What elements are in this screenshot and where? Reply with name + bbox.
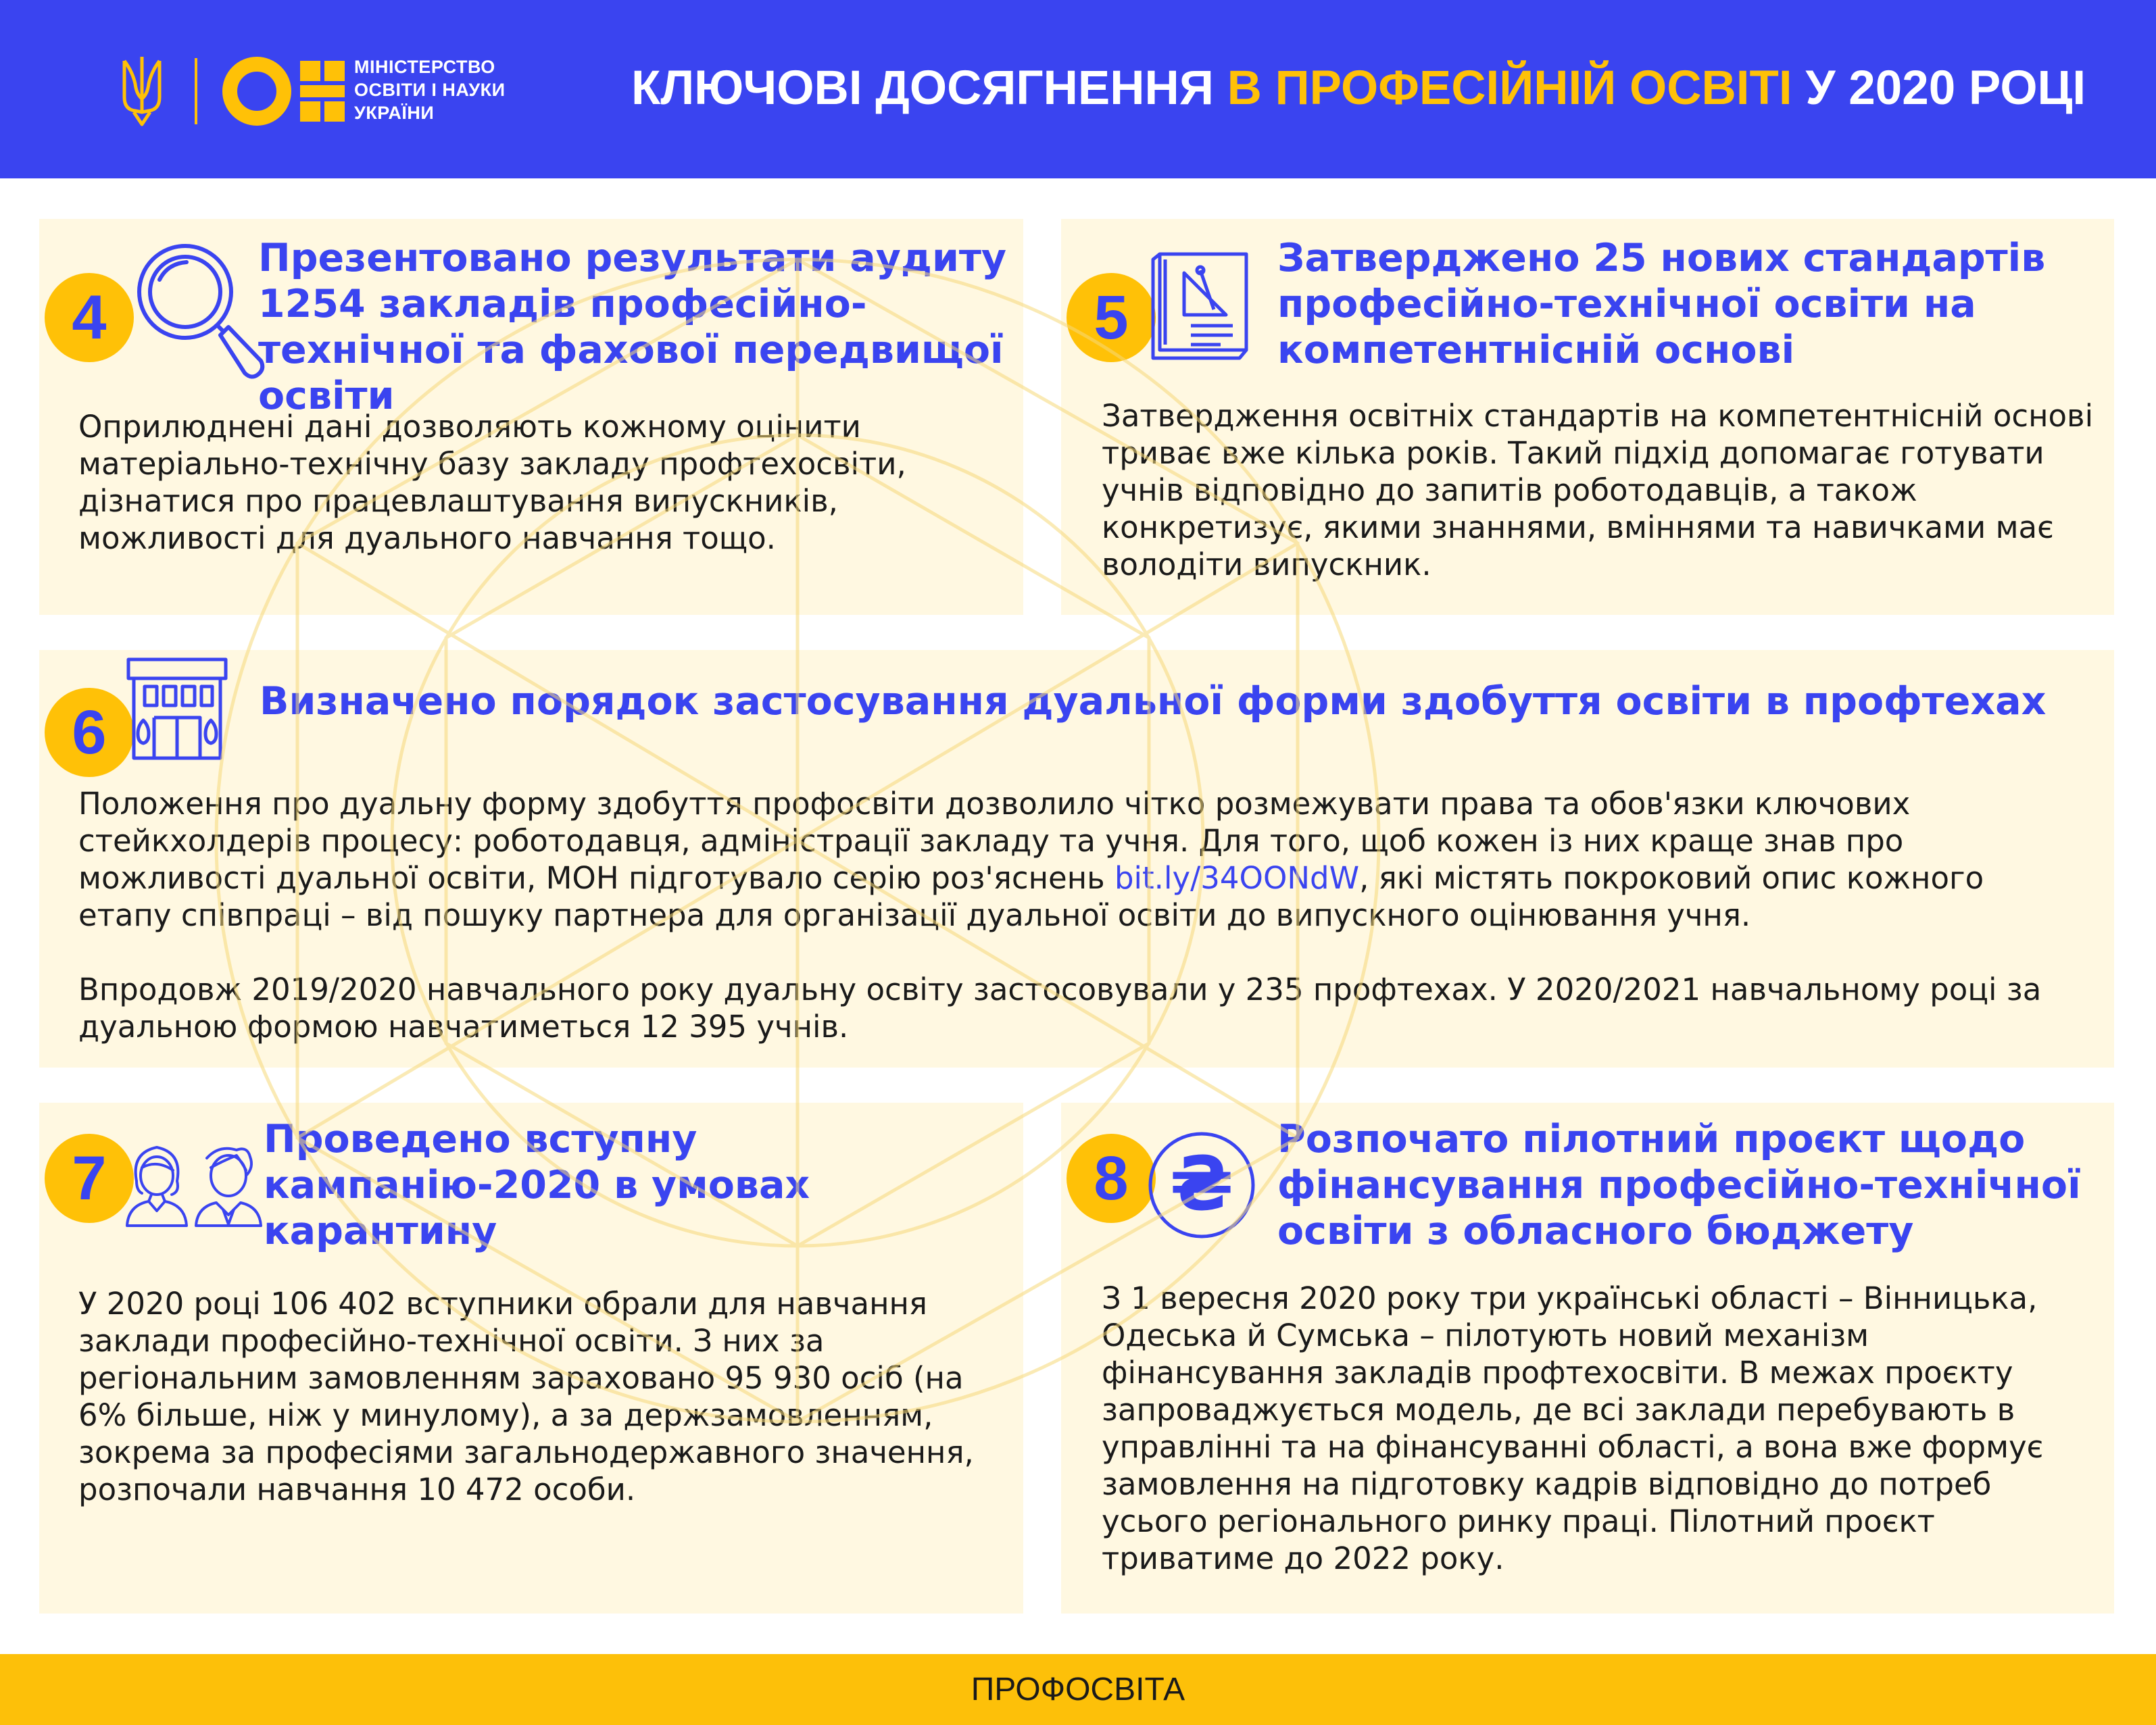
card-body-text: У 2020 році 106 402 вступники обрали для навчання заклади професійно-технічної освіти. З них за регіональним замовленням зараховано 95 930 осіб (на 6% більше, ніж у минулому), а за держзамовленням, зокрема за професіями загальнодержавного значення, розпочали навчання 10 472 особи. [78,1286,974,1507]
card-body [78,408,998,557]
card-title: Проведено вступну кампанію-2020 в умовах карантину [264,1117,810,1253]
card-body-text-start: Положення про дуальну форму здобуття профосвіти дозволило чітко розмежувати права та обов'язки ключових стейкхолдерів процесу: роботодавця, адміністрації закладу та учня. Для того, щоб кожен із них краще знав про можливості дуальної освіти, МОН підготувало серію роз'яснень [78,786,1911,896]
footer-bar [0,1654,2156,1725]
book-icon [1150,250,1252,365]
svg-text:₴: ₴ [1169,1141,1234,1227]
card-body-text [78,785,2079,934]
header-bar [0,0,2156,178]
card-title: Презентовано результати аудиту 1254 закладів професійно-технічної та фахової передвищої освіти [258,236,1007,418]
mon-logo-mark [220,54,349,128]
card-body [1102,1280,2095,1577]
logo-divider [195,58,197,124]
hryvnia-icon [1146,1130,1257,1241]
logo-text: МІНІСТЕРСТВО ОСВІТИ І НАУКИ УКРАЇНИ [354,57,506,123]
achievement-card-5 [1061,219,2114,615]
card-number: 6 [45,688,134,777]
card-number: 4 [45,273,134,362]
card-body-text-2: Впродовж 2019/2020 навчального року дуальну освіту застосовували у 235 профтехах. У 2020/2021 навчальному році за дуальною формою навчатиметься 12 395 учнів. [78,972,2042,1045]
card-body [1102,397,2095,583]
achievement-card-4 [39,219,1023,615]
page-title [631,58,2091,119]
card-body-text: Оприлюднені дані дозволяють кожному оцінити матеріально-технічну базу закладу профтехосвіти, дізнатися про працевлаштування випускників, можливості для дуального навчання тощо. [78,409,906,556]
card-body-text-end: , які містять покроковий опис кожного етапу співпраці – від пошуку партнера для організації дуальної освіти до випускного оцінювання учня. [78,860,1984,933]
card-number: 5 [1067,273,1156,362]
explanations-link[interactable]: bit.ly/34OONdW [1114,860,1360,896]
card-title: Визначено порядок застосування дуальної форми здобуття освіти в профтехах [260,679,2047,724]
magnifier-icon [132,239,268,389]
achievement-card-8 [1061,1103,2114,1614]
card-number: 7 [45,1134,134,1223]
card-title: Затверджено 25 нових стандартів професійно-технічної освіти на компетентнісній основі [1277,236,2046,372]
students-icon [122,1141,264,1230]
card-title: Розпочато пілотний проєкт щодо фінансування професійно-технічної освіти з обласного бюджету [1277,1117,2081,1253]
building-icon [124,655,230,764]
card-number: 8 [1067,1134,1156,1223]
title-part-1: КЛЮЧОВІ ДОСЯГНЕННЯ [631,61,1227,115]
card-body-text: Затвердження освітніх стандартів на компетентнісній основі триває вже кілька років. Такий підхід допомагає готувати учнів відповідно до запитів роботодавців, а також конкретизує, якими знаннями, вміннями та навичками має володіти випускник. [1102,398,2094,582]
title-highlight: В ПРОФЕСІЙНІЙ ОСВІТІ [1227,61,1792,115]
achievement-card-6 [39,650,2114,1068]
footer-label: ПРОФОСВІТА [971,1672,1185,1707]
achievement-card-7 [39,1103,1023,1614]
card-body-text: З 1 вересня 2020 року три українські області – Вінницька, Одеська й Сумська – пілотують новий механізм фінансування закладів профтехосвіти. В межах проєкту запроваджується модель, де всі заклади перебувають в управлінні та на фінансуванні області, а вона вже формує замовлення на підготовку кадрів відповідно до потреб усього регіонального ринку праці. Пілотний проєкт триватиме до 2022 року. [1102,1280,2044,1576]
trident-icon [120,54,164,128]
card-body [78,785,2079,1045]
card-body [78,1285,1004,1508]
title-part-2: У 2020 РОЦІ [1792,61,2086,115]
